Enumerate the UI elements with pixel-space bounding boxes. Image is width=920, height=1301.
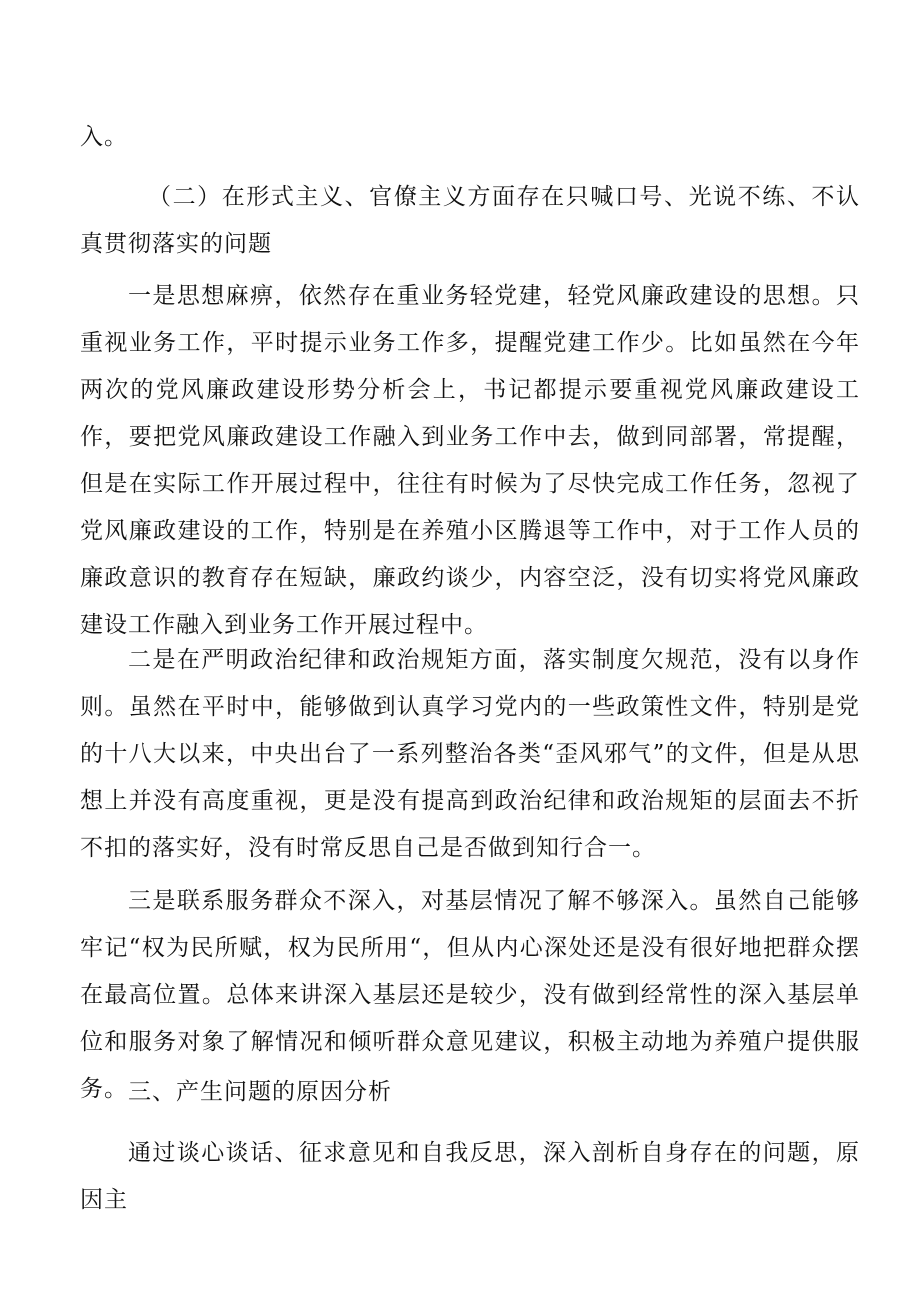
paragraph-point-one: 一是思想麻痹，依然存在重业务轻党建，轻党风廉政建设的思想。只重视业务工作，平时提示业务工作多，提醒党建工作少。比如虽然在今年两次的党风廉政建设形势分析会上，书记都提示要重视党风廉政建设工作，要把党风廉政建设工作融入到业务工作中去，做到同部署，常提醒，但是在实际工作开展过程中，往往有时候为了尽快完成工作任务，忽视了党风廉政建设的工作，特别是在养殖小区腾退等工作中，对于工作人员的廉政意识的教育存在短缺，廉政约谈少，内容空泛，没有切实将党风廉政建设工作融入到业务工作开展过程中。 — [80, 283, 860, 638]
paragraph-continuation: 入。 — [80, 124, 128, 150]
paragraph-point-two: 二是在严明政治纪律和政治规矩方面，落实制度欠规范，没有以身作则。虽然在平时中，能够做到认真学习党内的一些政策性文件，特别是党的十八大以来，中央出台了一系列整治各类“歪风邪气”的文件，但是从思想上并没有高度重视，更是没有提高到政治纪律和政治规矩的层面去不折不扣的落实好，没有时常反思自己是否做到知行合一。 — [80, 647, 860, 861]
section-heading: 三、产生问题的原因分析 — [128, 1079, 392, 1105]
section-subheading: （二）在形式主义、官僚主义方面存在只喊口号、光说不练、不认真贯彻落实的问题 — [80, 184, 860, 257]
paragraph-point-three: 三是联系服务群众不深入，对基层情况了解不够深入。虽然自己能够牢记“权为民所赋，权为民所用“，但从内心深处还是没有很好地把群众摆在最高位置。总体来讲深入基层还是较少，没有做到经常性的深入基层单位和服务对象了解情况和倾听群众意见建议，积极主动地为养殖户提供服务。 — [80, 888, 860, 1102]
paragraph-cause-analysis: 通过谈心谈话、征求意见和自我反思，深入剖析自身存在的问题，原因主 — [80, 1140, 860, 1213]
